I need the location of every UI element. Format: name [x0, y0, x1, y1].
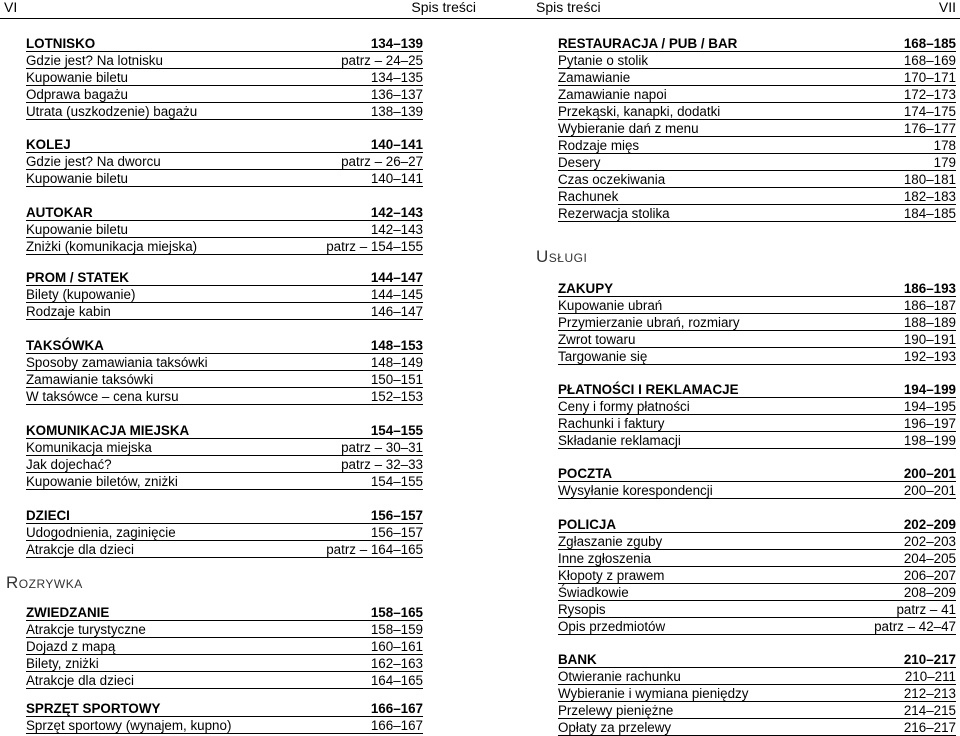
toc-entry[interactable]: Zamawianie taksówki	[26, 371, 371, 388]
toc-entry[interactable]: Rezerwacja stolika	[558, 205, 904, 222]
toc-entry[interactable]: Targowanie się	[558, 348, 904, 365]
toc-heading-pages: 194–199	[903, 382, 956, 397]
toc-entry[interactable]: Jak dojechać?	[26, 456, 341, 473]
toc-heading-pages: 134–139	[341, 35, 423, 52]
toc-entry[interactable]: Otwieranie rachunku	[558, 668, 904, 685]
toc-block-zwiedzanie	[26, 604, 423, 689]
toc-heading-pages: 200–201	[903, 466, 956, 481]
toc-heading-pages: 158–165	[370, 605, 423, 620]
toc-entry[interactable]: Ceny i formy płatności	[558, 398, 904, 415]
toc-entry-pages: 196–197	[903, 416, 956, 431]
toc-entry-pages: patrz – 32–33	[341, 457, 423, 472]
toc-entry[interactable]: Rysopis	[558, 601, 874, 618]
toc-block-komunikacja-miejska	[26, 422, 423, 490]
toc-heading-pages: 202–209	[874, 516, 956, 533]
toc-entry[interactable]: Przelewy pieniężne	[558, 702, 904, 719]
toc-entry[interactable]: Atrakcje turystyczne	[26, 621, 371, 638]
toc-heading[interactable]: BANK	[558, 651, 904, 668]
toc-entry-pages: 140–141	[341, 170, 423, 187]
toc-block-kolej	[26, 136, 423, 187]
toc-entry[interactable]: Przekąski, kanapki, dodatki	[558, 103, 904, 120]
toc-entry-pages: 152–153	[370, 389, 423, 404]
toc-entry[interactable]: Bilety (kupowanie)	[26, 286, 371, 303]
toc-entry-pages: 176–177	[903, 121, 956, 136]
running-title: Spis treści	[411, 0, 476, 15]
toc-heading-pages: 144–147	[370, 270, 423, 285]
toc-entry[interactable]: Czas oczekiwania	[558, 171, 904, 188]
toc-heading[interactable]: ZAKUPY	[558, 280, 904, 297]
toc-entry-pages: 164–165	[370, 673, 423, 688]
toc-entry[interactable]: Rachunki i faktury	[558, 415, 904, 432]
page-number: VII	[938, 0, 956, 15]
toc-block-poczta	[558, 465, 956, 499]
toc-entry-pages: patrz – 41	[874, 601, 956, 618]
toc-entry[interactable]: Rodzaje kabin	[26, 303, 371, 320]
toc-entry[interactable]: Desery	[558, 154, 904, 171]
section-heading-rozrywka: Rozrywka	[6, 573, 83, 592]
toc-heading[interactable]: RESTAURACJA / PUB / BAR	[558, 35, 904, 52]
toc-entry[interactable]: Opis przedmiotów	[558, 618, 874, 635]
toc-entry[interactable]: Kłopoty z prawem	[558, 567, 874, 584]
toc-block-dzieci	[26, 507, 423, 558]
toc-block-lotnisko	[26, 35, 423, 120]
toc-block-autokar	[26, 204, 423, 255]
toc-entry[interactable]: Gdzie jest? Na dworcu	[26, 153, 341, 170]
toc-heading-pages: 148–153	[370, 338, 423, 353]
toc-heading[interactable]: TAKSÓWKA	[26, 337, 371, 354]
toc-heading[interactable]: POLICJA	[558, 516, 874, 533]
toc-entry[interactable]: Udogodnienia, zaginięcie	[26, 524, 326, 541]
toc-entry-pages: 192–193	[903, 349, 956, 364]
toc-entry-pages: 198–199	[903, 433, 956, 448]
toc-heading[interactable]: POCZTA	[558, 465, 904, 482]
toc-entry-pages: 162–163	[370, 656, 423, 671]
toc-block-prom-statek	[26, 269, 423, 320]
toc-entry-pages: 166–167	[370, 718, 423, 733]
toc-entry[interactable]: Sprzęt sportowy (wynajem, kupno)	[26, 717, 371, 734]
toc-entry[interactable]: Zniżki (komunikacja miejska)	[26, 238, 326, 255]
toc-heading-pages: 186–193	[903, 281, 956, 296]
toc-heading-pages: 154–155	[341, 422, 423, 439]
toc-heading[interactable]: AUTOKAR	[26, 204, 326, 221]
toc-heading-pages: 166–167	[370, 701, 423, 716]
toc-entry[interactable]: Bilety, zniżki	[26, 655, 371, 672]
toc-heading[interactable]: SPRZĘT SPORTOWY	[26, 700, 371, 717]
toc-entry-pages: 156–157	[326, 524, 423, 541]
toc-entry-pages: 194–195	[903, 399, 956, 414]
toc-entry[interactable]: W taksówce – cena kursu	[26, 388, 371, 405]
toc-entry[interactable]: Zamawianie	[558, 69, 904, 86]
toc-entry-pages: 206–207	[874, 567, 956, 584]
toc-entry-pages: 170–171	[903, 70, 956, 85]
toc-entry[interactable]: Przymierzanie ubrań, rozmiary	[558, 314, 904, 331]
toc-entry-pages: 182–183	[903, 189, 956, 204]
page-number: VI	[4, 0, 18, 15]
toc-heading-pages: 168–185	[903, 36, 956, 51]
toc-entry[interactable]: Atrakcje dla dzieci	[26, 672, 371, 689]
toc-heading[interactable]: DZIECI	[26, 507, 326, 524]
right-page-header	[480, 0, 960, 19]
toc-entry[interactable]: Atrakcje dla dzieci	[26, 541, 326, 558]
toc-entry-pages: 174–175	[903, 104, 956, 119]
toc-entry-pages: 136–137	[341, 86, 423, 103]
toc-heading-pages: 210–217	[903, 652, 956, 667]
toc-entry-pages: 212–213	[903, 686, 956, 701]
toc-entry[interactable]: Gdzie jest? Na lotnisku	[26, 52, 341, 69]
toc-entry-pages: patrz – 164–165	[326, 542, 423, 557]
toc-entry[interactable]: Kupowanie biletu	[26, 170, 341, 187]
toc-entry[interactable]: Wybieranie i wymiana pieniędzy	[558, 685, 904, 702]
toc-entry-pages: 179	[904, 154, 956, 171]
toc-entry[interactable]: Dojazd z mapą	[26, 638, 371, 655]
toc-entry-pages: 158–159	[370, 622, 423, 637]
toc-entry-pages: 184–185	[903, 206, 956, 221]
toc-entry[interactable]: Świadkowie	[558, 584, 874, 601]
toc-entry-pages: 144–145	[370, 287, 423, 302]
toc-heading[interactable]: KOMUNIKACJA MIEJSKA	[26, 422, 341, 439]
toc-entry-pages: 160–161	[370, 639, 423, 654]
toc-entry-pages: 204–205	[874, 550, 956, 567]
toc-heading-pages: 156–157	[326, 507, 423, 524]
toc-block-taksowka	[26, 337, 423, 405]
toc-entry[interactable]: Opłaty za przelewy	[558, 719, 904, 736]
toc-entry[interactable]: Utrata (uszkodzenie) bagażu	[26, 103, 341, 120]
toc-entry[interactable]: Zgłaszanie zguby	[558, 533, 874, 550]
toc-block-zakupy	[558, 280, 956, 365]
toc-entry-pages: 146–147	[370, 304, 423, 319]
toc-entry[interactable]: Wysyłanie korespondencji	[558, 482, 904, 499]
toc-entry[interactable]: Rodzaje mięs	[558, 137, 904, 154]
toc-entry[interactable]: Kupowanie biletu	[26, 221, 326, 238]
toc-block-bank	[558, 651, 956, 736]
toc-heading[interactable]: PROM / STATEK	[26, 269, 371, 286]
toc-entry[interactable]: Odprawa bagażu	[26, 86, 341, 103]
toc-entry[interactable]: Rachunek	[558, 188, 904, 205]
toc-entry-pages: 186–187	[903, 298, 956, 313]
running-title: Spis treści	[536, 0, 601, 15]
toc-entry[interactable]: Komunikacja miejska	[26, 439, 341, 456]
toc-entry[interactable]: Zwrot towaru	[558, 331, 904, 348]
toc-entry[interactable]: Kupowanie biletu	[26, 69, 341, 86]
toc-entry[interactable]: Pytanie o stolik	[558, 52, 904, 69]
toc-entry[interactable]: Sposoby zamawiania taksówki	[26, 354, 371, 371]
toc-entry-pages: 202–203	[874, 533, 956, 550]
toc-entry-pages: 168–169	[903, 53, 956, 68]
toc-heading-pages: 140–141	[341, 136, 423, 153]
toc-entry[interactable]: Kupowanie biletów, zniżki	[26, 473, 341, 490]
toc-entry-pages: 200–201	[903, 483, 956, 498]
toc-entry-pages: 134–135	[341, 69, 423, 86]
toc-entry[interactable]: Kupowanie ubrań	[558, 297, 904, 314]
toc-entry[interactable]: Inne zgłoszenia	[558, 550, 874, 567]
toc-entry-pages: 150–151	[370, 372, 423, 387]
toc-heading[interactable]: LOTNISKO	[26, 35, 341, 52]
section-heading-uslugi: Usługi	[536, 247, 588, 266]
toc-entry-pages: 148–149	[370, 355, 423, 370]
toc-entry-pages: 208–209	[874, 584, 956, 601]
toc-entry-pages: 190–191	[903, 332, 956, 347]
toc-entry-pages: patrz – 24–25	[341, 53, 423, 68]
toc-block-restauracja	[558, 35, 956, 222]
toc-entry-pages: patrz – 30–31	[341, 440, 423, 455]
toc-entry-pages: 178	[904, 137, 956, 154]
toc-entry-pages: patrz – 42–47	[874, 619, 956, 634]
toc-entry-pages: 210–211	[904, 669, 956, 684]
left-page	[0, 0, 480, 735]
toc-entry-pages: 188–189	[903, 315, 956, 330]
toc-heading-pages: 142–143	[326, 204, 423, 221]
toc-entry[interactable]: Składanie reklamacji	[558, 432, 904, 449]
toc-entry[interactable]: Wybieranie dań z menu	[558, 120, 904, 137]
toc-entry-pages: 216–217	[903, 720, 956, 735]
toc-block-policja	[558, 516, 956, 635]
right-page	[480, 0, 960, 735]
toc-entry-pages: 214–215	[903, 703, 956, 718]
toc-heading[interactable]: PŁATNOŚCI I REKLAMACJE	[558, 381, 904, 398]
toc-entry[interactable]: Zamawianie napoi	[558, 86, 904, 103]
toc-entry-pages: 180–181	[903, 172, 956, 187]
toc-heading[interactable]: ZWIEDZANIE	[26, 604, 371, 621]
toc-block-platnosci	[558, 381, 956, 449]
toc-entry-pages: 138–139	[341, 103, 423, 120]
toc-heading[interactable]: KOLEJ	[26, 136, 341, 153]
left-page-header	[0, 0, 480, 19]
toc-entry-pages: 154–155	[341, 473, 423, 490]
toc-entry-pages: 172–173	[903, 87, 956, 102]
toc-block-sprzet-sportowy	[26, 700, 423, 734]
toc-entry-pages: patrz – 26–27	[341, 154, 423, 169]
toc-entry-pages: 142–143	[326, 221, 423, 238]
toc-entry-pages: patrz – 154–155	[326, 239, 423, 254]
